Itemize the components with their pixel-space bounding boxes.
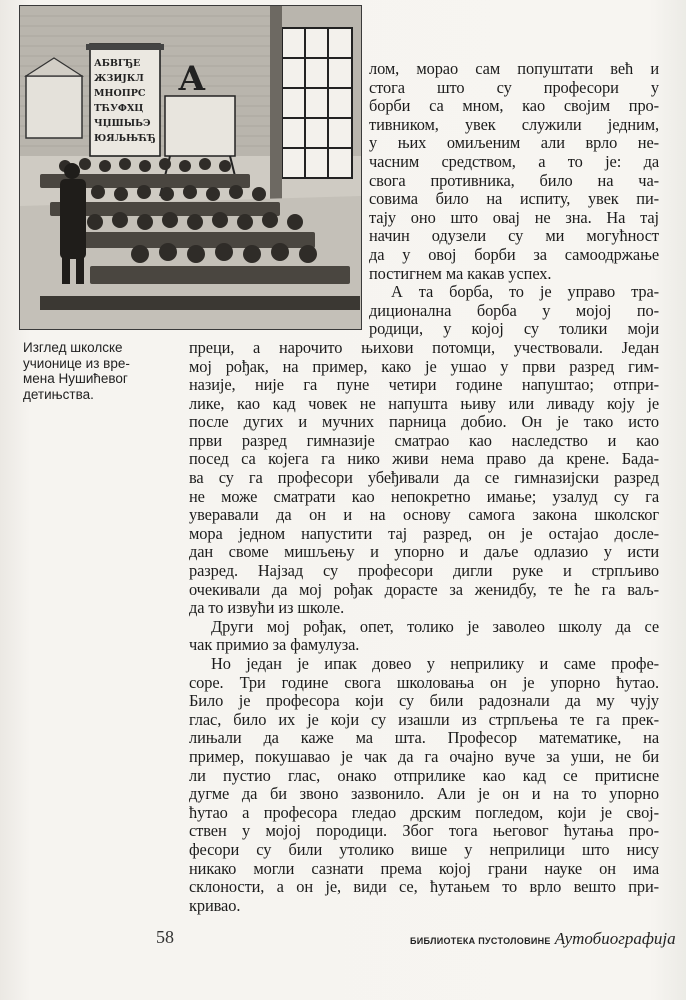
narrow-text-column [369, 60, 659, 339]
text-line: фесори су били утолико више у неприлици што нису [189, 839, 659, 859]
chart-word: ЮЯЉЊЋЂ [94, 133, 156, 144]
chart-word: МНОПРС [94, 88, 146, 99]
text-line: свога противника, било на ча- [369, 170, 659, 190]
text-line: дугме да би звоно зазвонило. Али је он и на то упорно [189, 784, 659, 804]
easel-letter: А [178, 59, 206, 99]
text-line: глас, било их је који су изашли из стрпљења те га прек- [189, 709, 659, 729]
text-line: родици, у којој су толики моји [369, 319, 659, 339]
text-line: очекивали да мој рођак дорасте за женидбу, те ће га ваљ- [189, 579, 659, 599]
text-line: да то извући из школе. [189, 598, 345, 618]
text-line: склоности, а он је, види се, ћутањем то врло вешто при- [189, 877, 659, 897]
wide-text-column [189, 339, 659, 915]
text-line: тају оно што овај не зна. На тај [369, 207, 659, 227]
text-line: Но један је ипак довео у неприлику и саме профе- [211, 654, 659, 673]
text-line: дан своме мишљењу и упорно и даље одлазио у исти [189, 542, 659, 562]
text-line: да у овој борби за самоодржање [369, 244, 659, 264]
text-line: у њих омиљеним али врло не- [369, 133, 659, 153]
text-line: тивником, увек служили једним, [369, 114, 659, 134]
paragraph [189, 618, 659, 655]
text-line: мој рођак, на пример, како је ушао у први разред гим- [189, 356, 659, 376]
chart-word: АБВГЂЕ [94, 58, 141, 69]
text-line: соре. Три године свога школовања он је упорно ћутао. [189, 672, 659, 692]
text-line: Други мој рођак, опет, толико је заволео школу да се [211, 616, 659, 636]
text-line: чак примио за фамулуза. [189, 635, 360, 655]
text-line: пример, покушавао је чак да га очајно вуче за уши, не би [189, 746, 659, 766]
text-line: ва су га професори убеђивали да се гимназијски разред [189, 468, 659, 488]
text-line: назије, није га пуне четири године напуштао; отпри- [189, 375, 659, 395]
text-line: ствен у мојој породици. Због тога његовог ћутања про- [189, 821, 659, 841]
text-line: совима било на испиту, увек пи- [369, 189, 659, 209]
text-line: преци, а нарочито њихови потомци, учествовали. Један [189, 337, 659, 357]
illustration-caption: Изглед школске учионице из вре- мена Нушићевог детињства. [23, 340, 130, 402]
text-line: кривао. [189, 895, 241, 915]
text-line: Било је професора који су били радознали да му чују [189, 691, 659, 711]
page-number: 58 [156, 927, 174, 947]
chart-word: ЧЏШЫЬЭ [94, 118, 151, 129]
series-name: БИБЛИОТЕКА ПУСТОЛОВИНЕ [410, 936, 551, 946]
book-title: Аутобиографија [554, 929, 676, 948]
text-line: часним средством, а то је: да [369, 151, 659, 171]
text-line: после дугих и мучних парница добио. Он је тако исто [189, 412, 659, 432]
text-line: не може сматрати као непокретно имање; узалуд су га [189, 486, 659, 506]
text-line: постигнем ма какав успех. [369, 263, 552, 283]
text-line: лињали да каже ма шта. Професор математике, на [189, 728, 659, 748]
text-line: диционална борба у мојој по- [369, 300, 659, 320]
text-line: борби са мном, као својим про- [369, 96, 659, 116]
chart-word: ТЋУФХЦ [94, 103, 144, 114]
text-line: посед са којега га нико живи нема право да крене. Бада- [189, 449, 659, 469]
text-line: ћутао а професора гледао дрским погледом, који је свој- [189, 802, 659, 822]
text-line: уверавали да он и на основу самога закона школског [189, 505, 659, 525]
text-line: лике, као кад човек не напушта њиву или ливаду коју је [189, 393, 659, 413]
paragraph [189, 655, 659, 915]
text-line: ли пустио глас, онако отприлике као кад се притисне [189, 765, 659, 785]
text-line: никако могли сазнати према којој грани науке он има [189, 858, 659, 878]
text-line: лом, морао сам попуштати већ и [369, 59, 659, 78]
text-line: стога што су професори у [369, 77, 659, 97]
running-footer [410, 929, 676, 949]
paragraph [189, 339, 659, 618]
text-line: мора једном напустити тај разред, он је остајао досле- [189, 523, 659, 543]
text-line: први разред гимназије сматрао као наследство и као [189, 430, 659, 450]
text-line: А та борба, то је управо тра- [391, 282, 659, 302]
text-line: разред. Најзад су професори дигли руке и стрпљиво [189, 561, 659, 581]
body-text [189, 60, 659, 915]
text-line: начин одузели су ми могућност [369, 226, 659, 246]
chart-word: ЖЗИЈКЛ [94, 73, 144, 84]
